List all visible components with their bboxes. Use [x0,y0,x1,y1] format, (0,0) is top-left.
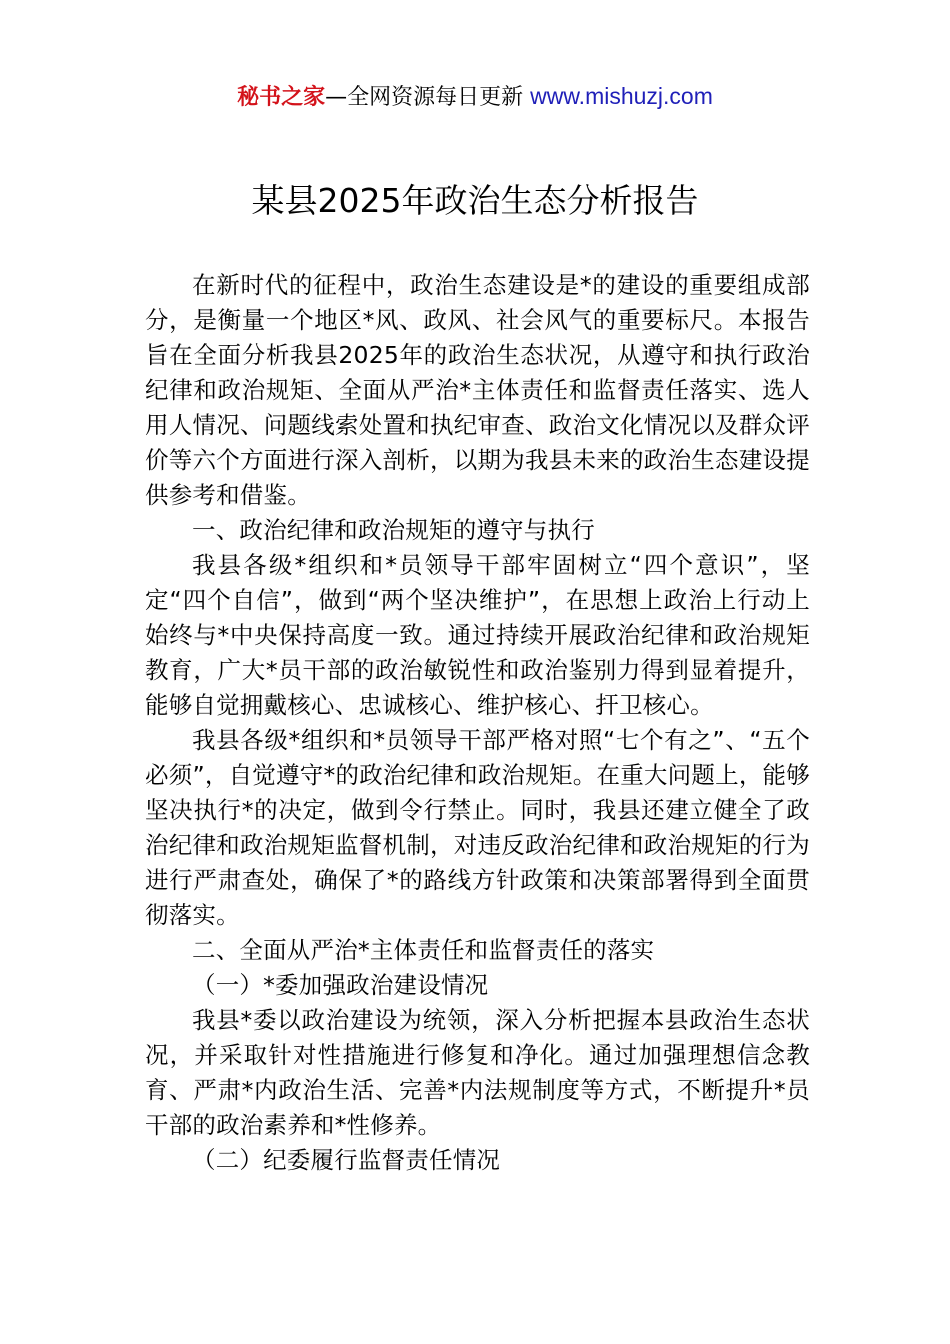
header-tagline: —全网资源每日更新 [325,85,531,110]
body-paragraph: 我县各级*组织和*员领导干部牢固树立“四个意识”，坚定“四个自信”，做到“两个坚决维护”，在思想上政治上行动上始终与*中央保持高度一致。通过持续开展政治纪律和政治规矩教育，广大*员干部的政治敏锐性和政治鉴别力得到显着提升，能够自觉拥戴核心、忠诚核心、维护核心、扞卫核心。 [145,551,810,719]
subsection-heading-2: （二）纪委履行监督责任情况 [192,1146,501,1174]
document-body [145,268,810,1178]
site-header [0,80,950,114]
body-paragraph: 我县*委以政治建设为统领，深入分析把握本县政治生态状况，并采取针对性措施进行修复和净化。通过加强理想信念教育、严肃*内政治生活、完善*内法规制度等方式，不断提升*员干部的政治素养和*性修养。 [145,1006,810,1139]
intro-paragraph: 在新时代的征程中，政治生态建设是*的建设的重要组成部分，是衡量一个地区*风、政风、社会风气的重要标尺。本报告旨在全面分析我县2025年的政治生态状况，从遵守和执行政治纪律和政治规矩、全面从严治*主体责任和监督责任落实、选人用人情况、问题线索处置和执纪审查、政治文化情况以及群众评价等六个方面进行深入剖析，以期为我县未来的政治生态建设提供参考和借鉴。 [145,271,810,509]
brand-name: 秘书之家 [237,85,326,110]
site-url-link[interactable]: www.mishuzj.com [530,83,713,109]
subsection-heading-1: （一）*委加强政治建设情况 [192,971,489,999]
section-heading-1: 一、政治纪律和政治规矩的遵守与执行 [192,516,595,544]
section-heading-2: 二、全面从严治*主体责任和监督责任的落实 [192,936,655,964]
body-paragraph: 我县各级*组织和*员领导干部严格对照“七个有之”、“五个必须”，自觉遵守*的政治纪律和政治规矩。在重大问题上，能够坚决执行*的决定，做到令行禁止。同时，我县还建立健全了政治纪律和政治规矩监督机制，对违反政治纪律和政治规矩的行为进行严肃查处，确保了*的路线方针政策和决策部署得到全面贯彻落实。 [145,726,810,929]
document-title: 某县2025年政治生态分析报告 [251,181,699,220]
